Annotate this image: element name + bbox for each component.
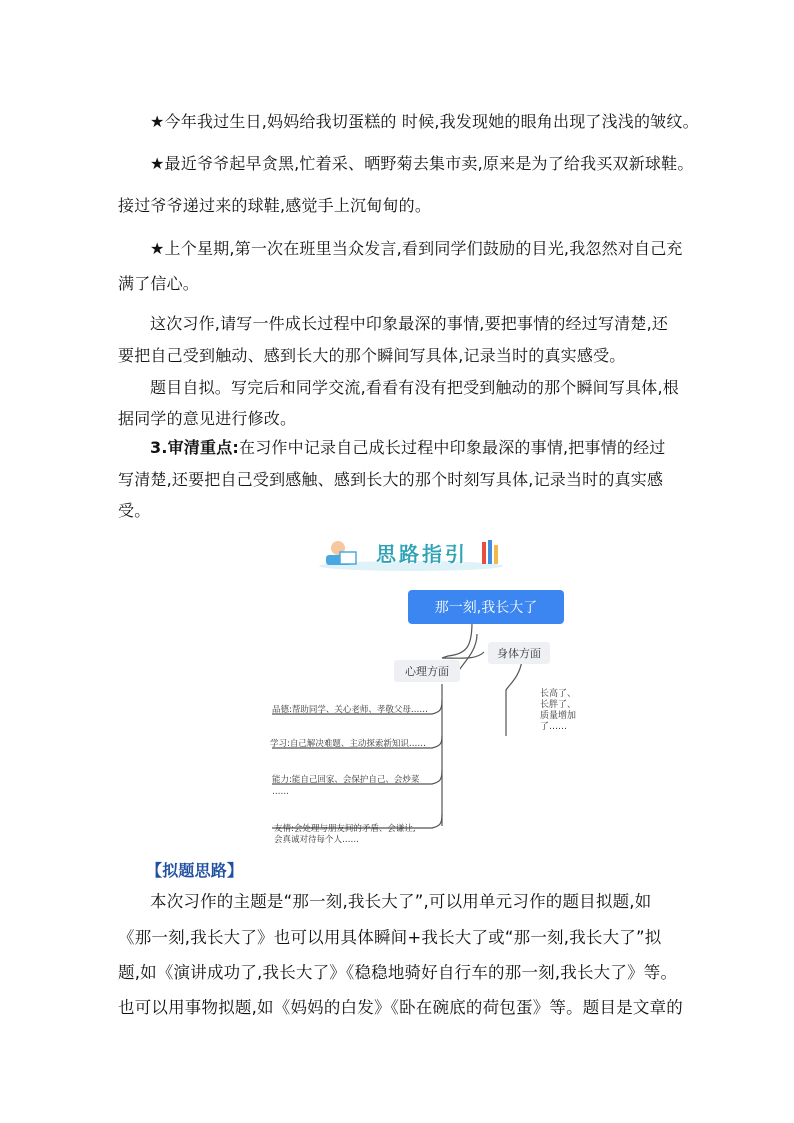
text-line: 写清楚,还要把自己受到感触、感到长大的那个时刻写具体,记录当时的真实感 — [118, 470, 664, 489]
text-line: 据同学的意见进行修改。 — [118, 409, 297, 428]
text-line: 本次习作的主题是“那一刻,我长大了”,可以用单元习作的题目拟题,如 — [150, 892, 652, 911]
body-leaf-line: 了…… — [540, 722, 568, 732]
text-line: 题,如《演讲成功了,我长大了》《稳稳地骑好自行车的那一刻,我长大了》等。 — [118, 963, 678, 982]
body-leaf-line: 长高了、 — [540, 689, 577, 699]
text-line: 《那一刻,我长大了》也可以用具体瞬间+我长大了或“那一刻,我长大了”拟 — [118, 928, 662, 947]
text-line: ★今年我过生日,妈妈给我切蛋糕的 时候,我发现她的眼角出现了浅浅的皱纹。 — [150, 112, 699, 131]
banner-title: 思路指引 — [376, 542, 468, 566]
mind-leaf-study: 学习:自己解决难题、主动探索新知识…… — [270, 739, 426, 749]
body-leaf-line: 质量增加 — [540, 711, 577, 721]
mind-leaf-ability-cont: …… — [272, 787, 289, 797]
section-heading: 【拟题思路】 — [146, 861, 244, 880]
text-line: 这次习作,请写一件成长过程中印象最深的事情,要把事情的经过写清楚,还 — [150, 314, 669, 333]
body-leaf-line: 长胖了、 — [540, 700, 577, 710]
text-span: 在习作中记录自己成长过程中印象最深的事情,把事情的经过 — [239, 438, 666, 457]
root-node-label: 那一刻,我长大了 — [434, 600, 538, 616]
text-line: 也可以用事物拟题,如《妈妈的白发》《卧在碗底的荷包蛋》等。题目是文章的 — [118, 998, 683, 1017]
text-line: 要把自己受到触动、感到长大的那个瞬间写具体,记录当时的真实感受。 — [118, 346, 626, 365]
text-line — [150, 435, 666, 458]
text-line: 接过爷爷递过来的球鞋,感觉手上沉甸甸的。 — [118, 196, 432, 215]
mind-leaf-ability: 能力:能自己回家、会保护自己、会炒菜 — [272, 775, 420, 785]
text-line: 受。 — [118, 501, 151, 520]
pencil-icon — [482, 542, 486, 564]
text-line: ★上个星期,第一次在班里当众发言,看到同学们鼓励的目光,我忽然对自己充 — [150, 239, 683, 258]
text-line: 满了信心。 — [118, 274, 200, 293]
mind-leaf-friendship-cont: 会真诚对待每个人…… — [274, 835, 360, 845]
text-line: ★最近爷爷起早贪黑,忙着采、晒野菊去集市卖,原来是为了给我买双新球鞋。 — [150, 154, 694, 173]
mind-leaf-friendship: 友情:会处理与朋友间的矛盾、会谦让, — [274, 824, 416, 834]
body-branch-label: 身体方面 — [497, 647, 541, 660]
section-label: 3.审清重点: — [150, 438, 240, 457]
idea-guide-banner — [316, 536, 506, 572]
mind-leaf-morality: 品德:帮助同学、关心老师、孝敬父母…… — [272, 705, 428, 715]
connector-lines — [272, 622, 522, 828]
mind-branch-label: 心理方面 — [405, 665, 449, 678]
text-line: 题目自拟。写完后和同学交流,看看有没有把受到触动的那个瞬间写具体,根 — [150, 378, 679, 397]
mind-map — [262, 586, 577, 848]
